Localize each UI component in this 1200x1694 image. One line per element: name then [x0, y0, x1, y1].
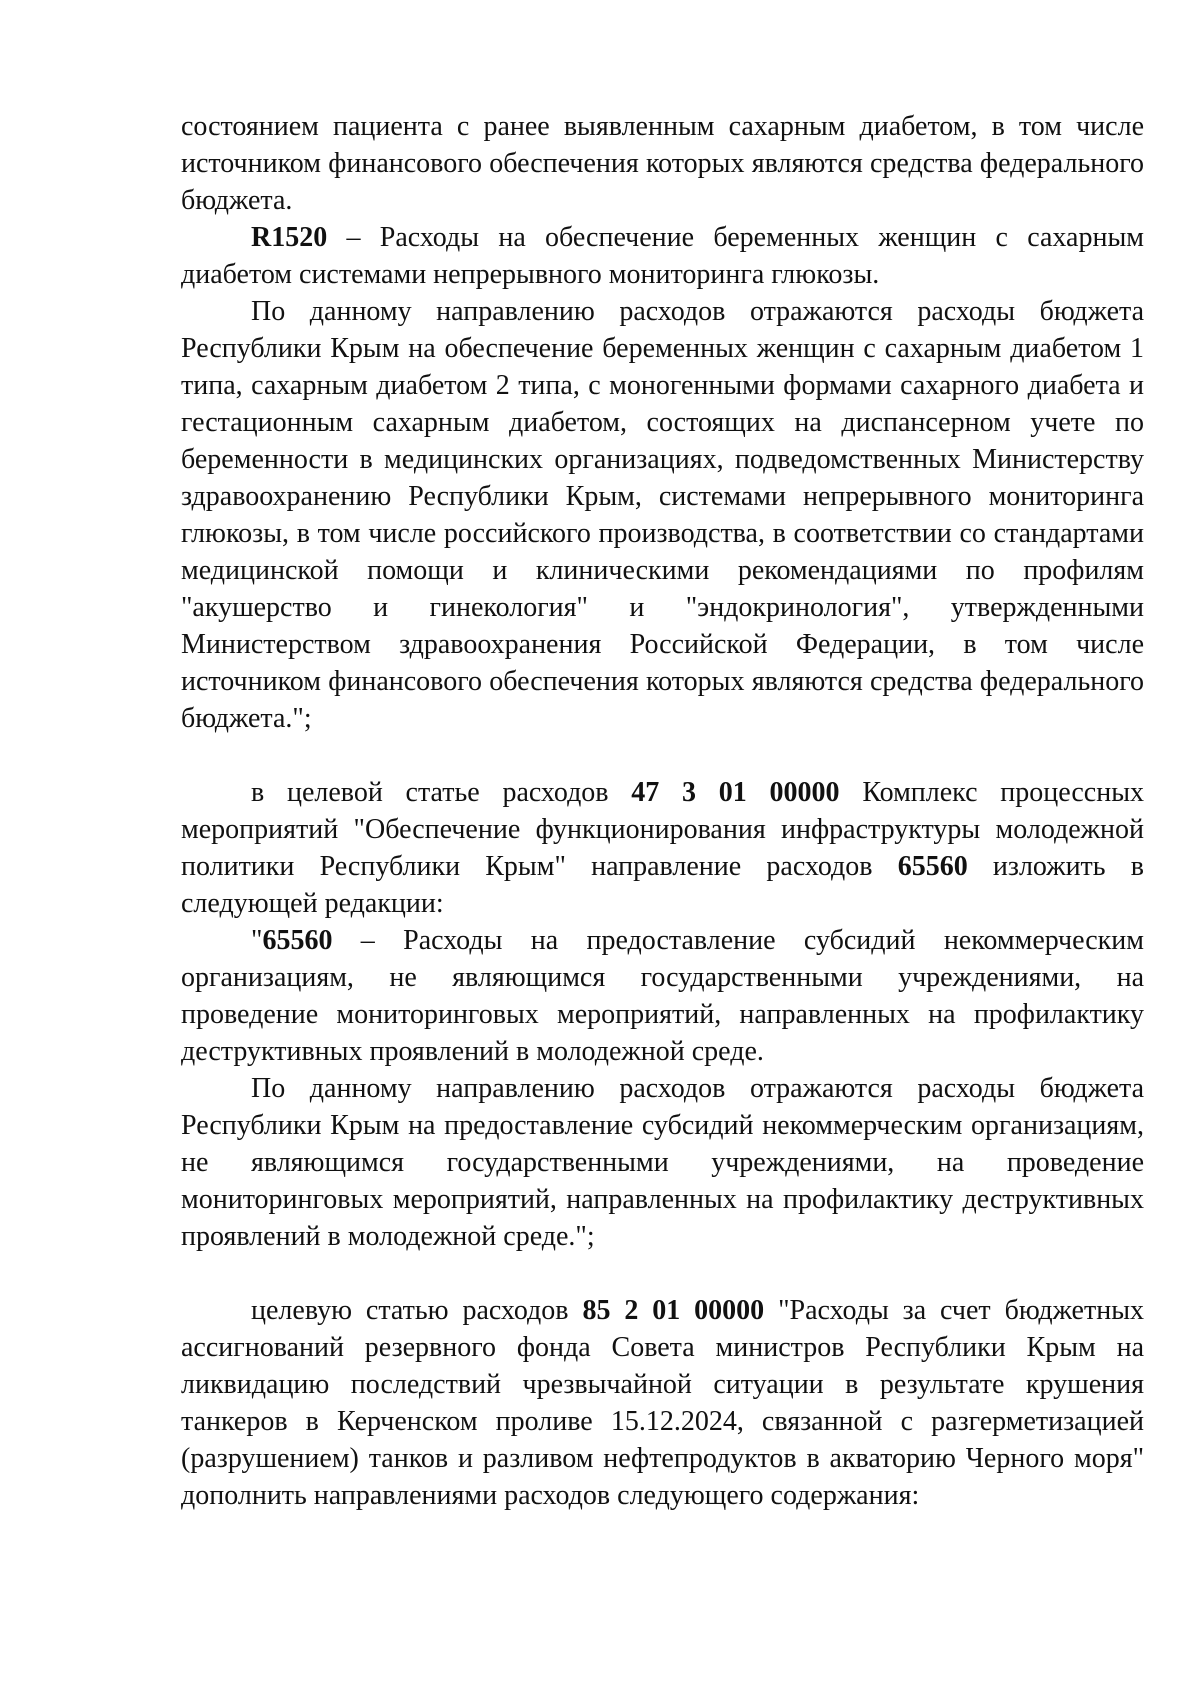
intro-text: целевую статью расходов — [251, 1295, 583, 1326]
expense-code-65560: 65560 — [262, 925, 333, 956]
expense-title-text: – Расходы на предоставление субсидий некоммерческим организациям, не являющимся государственными учреждениями, на проведение мониторинговых мероприятий, направленных на профилактику деструктивных проявлений в молодежной среде. — [181, 925, 1144, 1067]
paragraph-r1520-description: По данному направлению расходов отражаются расходы бюджета Республики Крым на обеспечение беременных женщин с сахарным диабетом 1 типа, сахарным диабетом 2 типа, с моногенными формами сахарного диабета и гестационным сахарным диабетом, состоящих на диспансерном учете по беременности в медицинских организациях, подведомственных Министерству здравоохранению Республики Крым, системами непрерывного мониторинга глюкозы, в том числе российского производства, в соответствии со стандартами медицинской помощи и клиническими рекомендациями по профилям "акушерство и гинекология" и "эндокринология", утвержденными Министерством здравоохранения Российской Федерации, в том числе источником финансового обеспечения которых являются средства федерального бюджета."; — [181, 296, 1144, 734]
expense-title-text: – Расходы на обеспечение беременных женщин с сахарным диабетом системами непрерывного мониторинга глюкозы. — [181, 222, 1144, 290]
paragraph-65560-title — [181, 922, 1144, 1070]
document-body — [181, 108, 1144, 1514]
opening-quote: " — [251, 925, 263, 956]
target-article-code: 85 2 01 00000 — [582, 1295, 765, 1326]
intro-text: "Расходы за счет бюджетных ассигнований резервного фонда Совета министров Республики Крым на ликвидацию последствий чрезвычайной ситуации в результате крушения танкеров в Керченском проливе 15.12.2024, связанной с разгерметизацией (разрушением) танков и разливом нефтепродуктов в акваторию Черного моря" дополнить направлениями расходов следующего содержания: — [181, 1295, 1145, 1511]
intro-text: изложить в следующей редакции: — [181, 851, 1144, 919]
target-article-code: 47 3 01 00000 — [631, 777, 840, 808]
paragraph-article-47-intro — [181, 774, 1144, 922]
intro-text: в целевой статье расходов — [251, 777, 632, 808]
paragraph-continuation: состоянием пациента с ранее выявленным сахарным диабетом, в том числе источником финансового обеспечения которых являются средства федерального бюджета. — [181, 111, 1144, 216]
paragraph-article-85-intro — [181, 1292, 1144, 1514]
expense-code-r1520: R1520 — [251, 222, 328, 253]
paragraph-65560-description: По данному направлению расходов отражаются расходы бюджета Республики Крым на предоставление субсидий некоммерческим организациям, не являющимся государственными учреждениями, на проведение мониторинговых мероприятий, направленных на профилактику деструктивных проявлений в молодежной среде."; — [181, 1073, 1144, 1252]
expense-code-65560: 65560 — [897, 851, 968, 882]
intro-text: Комплекс процессных мероприятий "Обеспечение функционирования инфраструктуры молодежной политики Республики Крым" направление расходов — [181, 777, 1145, 882]
paragraph-r1520-title — [181, 219, 1144, 293]
